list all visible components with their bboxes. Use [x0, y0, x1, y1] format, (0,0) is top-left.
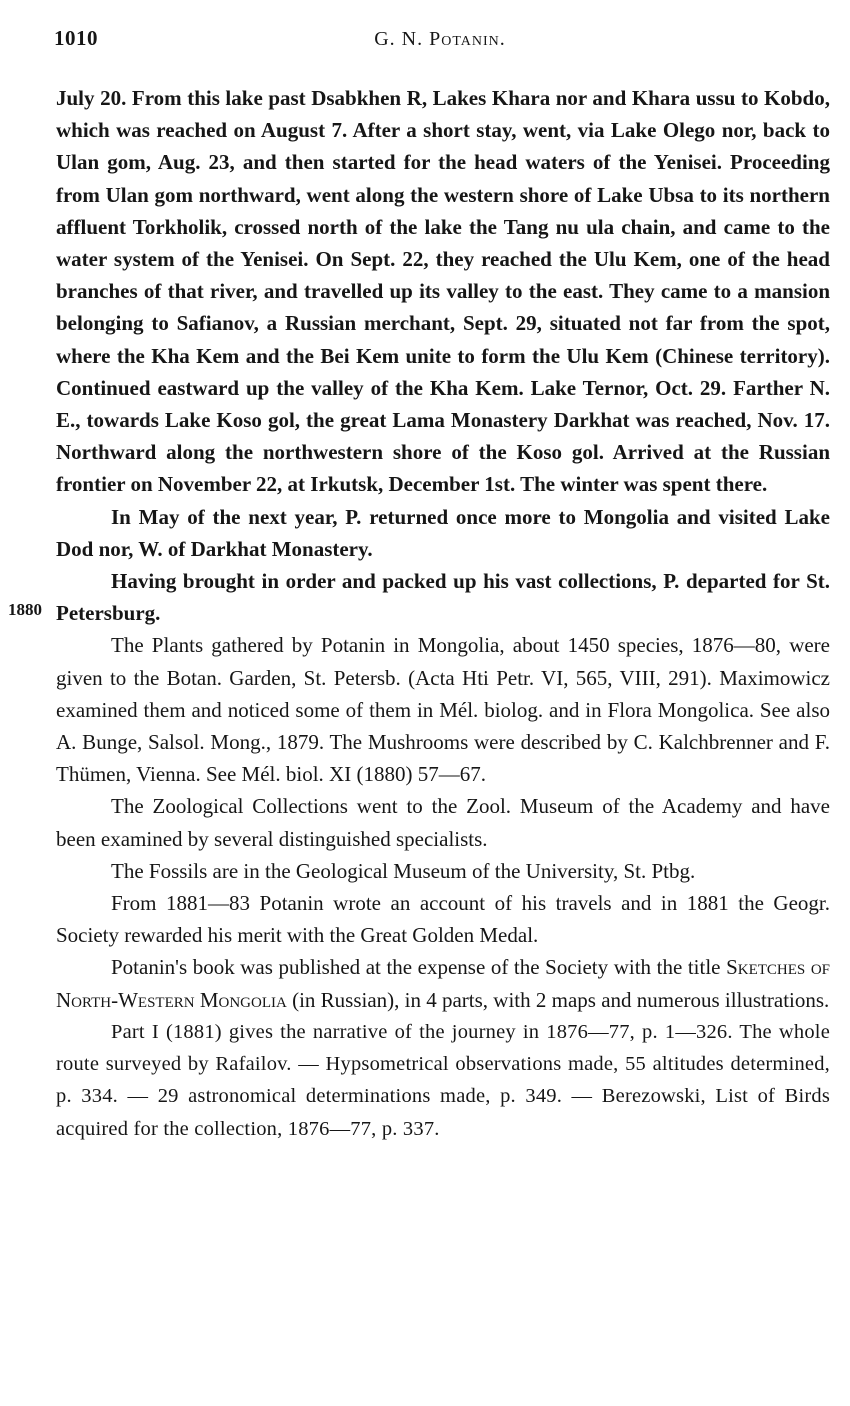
paragraph-account: From 1881—83 Potanin wrote an account of his travels and in 1881 the Geogr. Society rewarded his merit with the Great Golden Medal.: [56, 891, 830, 948]
paragraph-part-one: Part I (1881) gives the narrative of the journey in 1876—77, p. 1—326. The whole route surveyed by Rafailov. — Hypsometrical observations made, 55 altitudes determined, p. 334. — 29 astronomical determinations made, p. 349. — Berezowski, List of Birds acquired for the collection, 1876—77, p. 337.: [56, 1020, 830, 1140]
paragraph-plants: The Plants gathered by Potanin in Mongolia, about 1450 species, 1876—80, were given to the Botan. Garden, St. Petersb. (Acta Hti Petr. VI, 565, VIII, 291). Maximowicz examined them and noticed some of them in Mél. biolog. and in Flora Mongolica. See also A. Bunge, Salsol. Mong., 1879. The Mushrooms were described by C. Kalchbrenner and F. Thümen, Vienna. See Mél. biol. XI (1880) 57—67.: [56, 633, 830, 787]
page-number: 1010: [54, 26, 98, 50]
page-heading-name: Potanin.: [429, 28, 506, 50]
margin-year-note: 1880: [8, 600, 42, 619]
body-text: [56, 82, 830, 1145]
paragraph-zoological: The Zoological Collections went to the Zool. Museum of the Academy and have been examined by several distinguished specialists.: [56, 794, 830, 851]
book-text-a: Potanin's book was published at the expense of the Society with the title: [111, 955, 727, 980]
paragraph-departure: Having brought in order and packed up his vast collections, P. departed for St. Petersburg.: [56, 569, 830, 626]
page-heading-author: G. N.: [374, 28, 430, 50]
running-head: [50, 26, 830, 56]
page-heading: [50, 28, 830, 51]
book-title: Sketches of North-Western Mongolia: [56, 955, 831, 1012]
paragraph-1880: In May of the next year, P. returned once more to Mongolia and visited Lake Dod nor, W. of Darkhat Monastery.: [56, 504, 830, 561]
book-text-b: (in Russian), in 4 parts, with 2 maps and numerous illustrations.: [286, 987, 830, 1012]
paragraph-fossils: The Fossils are in the Geological Museum of the University, St. Ptbg.: [111, 858, 696, 883]
paragraph-journey-1879: July 20. From this lake past Dsabkhen R, Lakes Khara nor and Khara ussu to Kobdo, which was reached on August 7. After a short stay, went, via Lake Olego nor, back to Ulan gom, Aug. 23, and then started for the head waters of the Yenisei. Proceeding from Ulan gom northward, went along the western shore of Lake Ubsa to its northern affluent Torkholik, crossed north of the lake the Tang nu ula chain, and came to the water system of the Yenisei. On Sept. 22, they reached the Ulu Kem, one of the head branches of that river, and travelled up its valley to the east. They came to a mansion belonging to Safianov, a Russian merchant, Sept. 29, situated not far from the spot, where the Kha Kem and the Bei Kem unite to form the Ulu Kem (Chinese territory). Continued eastward up the valley of the Kha Kem. Lake Ternor, Oct. 29. Farther N. E., towards Lake Koso gol, the great Lama Monastery Darkhat was reached, Nov. 17. Northward along the northwestern shore of the Koso gol. Arrived at the Russian frontier on November 22, at Irkutsk, December 1st. The winter was spent there.: [56, 86, 830, 497]
paragraph-book: [56, 951, 830, 1015]
